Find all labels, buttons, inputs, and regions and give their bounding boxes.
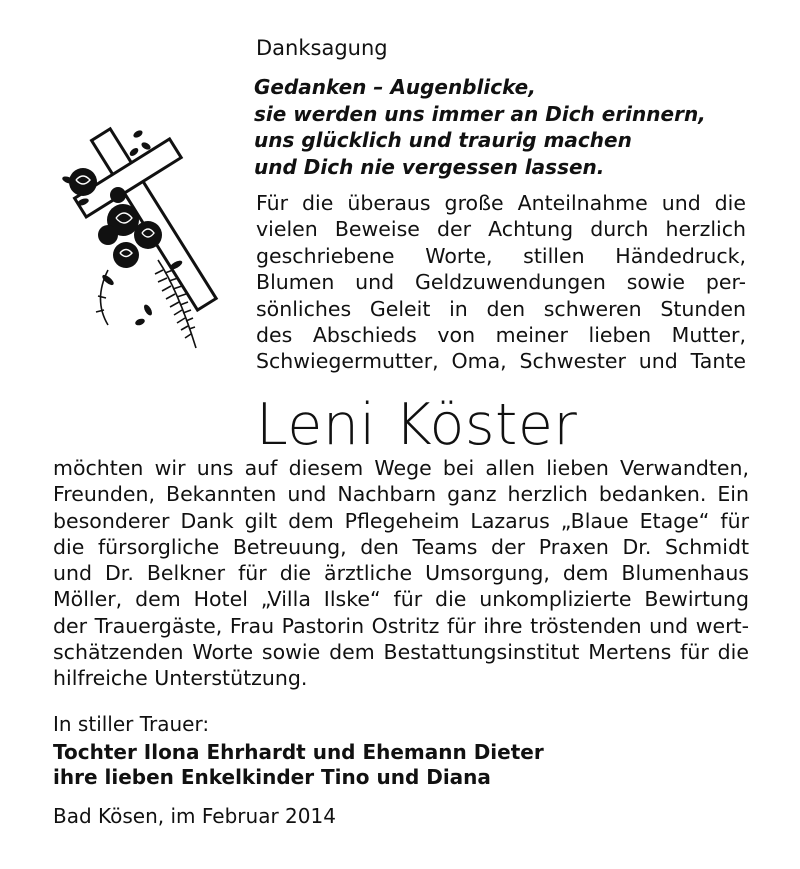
intro-line: Blumen und Geldzuwendungen sowie per-: [256, 270, 746, 295]
poem-line: und Dich nie vergessen lassen.: [254, 154, 605, 179]
body-line: die fürsorgliche Betreuung, den Teams der Praxen Dr. Schmidt: [53, 534, 749, 559]
signers: [53, 740, 544, 790]
intro-line: Für die überaus große Anteilnahme und die: [256, 191, 746, 215]
body-line: und Dr. Belkner für die ärztliche Umsorgung, dem Blumenhaus: [53, 561, 749, 586]
poem-line: uns glücklich und traurig machen: [254, 128, 632, 152]
place-date: Bad Kösen, im Februar 2014: [53, 804, 336, 828]
heading-title: Danksagung: [256, 36, 388, 60]
body-line: besonderer Dank gilt dem Pflegeheim Lazarus „Blaue Etage“ für: [53, 508, 749, 533]
body-line: Möller, dem Hotel „Villa Ilske“ für die unkomplizierte Bewirtung: [53, 587, 749, 612]
body-line: schätzenden Worte sowie dem Bestattungsinstitut Mertens für die: [53, 640, 749, 665]
body-line: möchten wir uns auf diesem Wege bei allen lieben Verwandten,: [53, 456, 749, 480]
thanks-paragraph: [53, 455, 749, 692]
intro-line: des Abschieds von meiner lieben Mutter,: [256, 323, 746, 348]
intro-line: sönliches Geleit in den schweren Stunden: [256, 296, 746, 321]
body-line: Freunden, Bekannten und Nachbarn ganz herzlich bedanken. Ein: [53, 482, 749, 507]
cross-with-roses-icon: [48, 110, 248, 355]
intro-line: Schwiegermutter, Oma, Schwester und Tante: [256, 349, 746, 374]
poem: [254, 74, 706, 180]
intro-line: geschriebene Worte, stillen Händedruck,: [256, 243, 746, 268]
deceased-name: Leni Köster: [256, 392, 578, 458]
signer-line: ihre lieben Enkelkinder Tino und Diana: [53, 765, 491, 789]
body-line: der Trauergäste, Frau Pastorin Ostritz für ihre tröstenden und wert-: [53, 613, 749, 638]
poem-line: sie werden uns immer an Dich erinnern,: [254, 101, 706, 126]
mourning-label: In stiller Trauer:: [53, 712, 210, 736]
signer-line: Tochter Ilona Ehrhardt und Ehemann Dieter: [53, 740, 544, 764]
intro-line: vielen Beweise der Achtung durch herzlich: [256, 217, 746, 242]
intro-paragraph: [256, 190, 746, 375]
poem-line: Gedanken – Augenblicke,: [254, 75, 536, 99]
body-line: hilfreiche Unterstützung.: [53, 666, 308, 691]
